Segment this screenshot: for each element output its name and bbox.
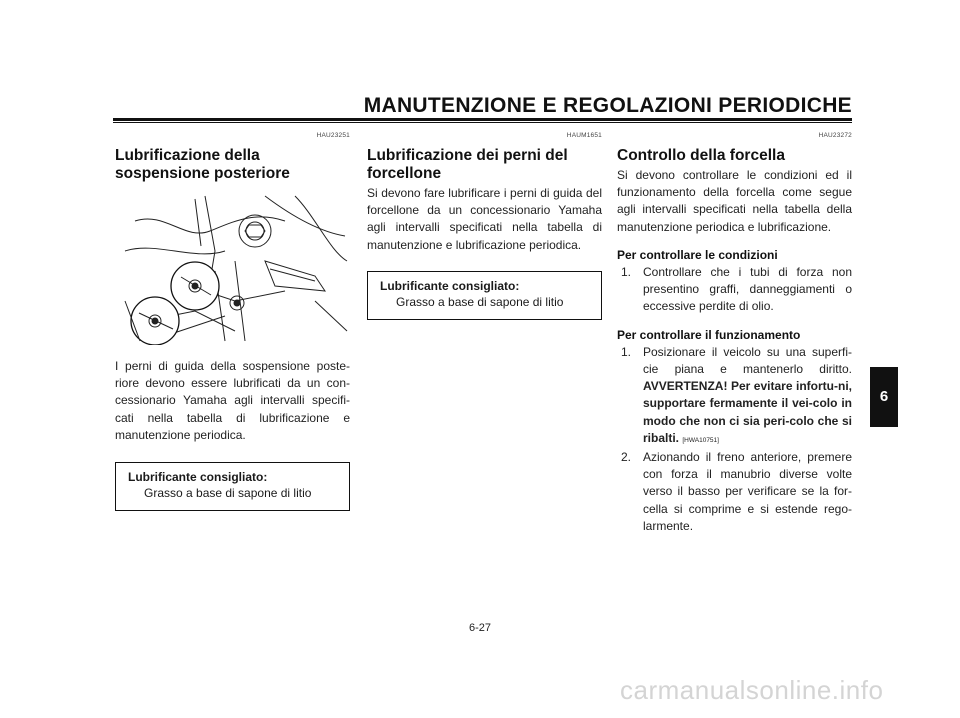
step-number: 1. [621, 265, 632, 280]
page-number: 6-27 [468, 622, 492, 634]
list-item [621, 344, 852, 449]
section-rear-suspension [115, 132, 350, 511]
warning-text: AVVERTENZA! Per evitare infortu-ni, supportare fermamente il vei-colo in modo che non ci sia peri-colo che si ribalti. [643, 379, 852, 445]
step-text: Posizionare il veicolo su una superfi-cie piana e mantenerlo diritto. [643, 344, 852, 377]
section-code: HAUM1651 [566, 132, 602, 139]
section-body: I perni di guida della sospensione poste-riore devono essere lubrificati da un con-cessionario Yamaha agli intervalli specifi-cati nella tabella di lubrificazione e manutenzione periodica. [115, 359, 350, 442]
section-title [367, 147, 602, 183]
section-body: Si devono fare lubrificare i perni di guida del forcellone da un concessionario Yamaha agli intervalli specificati nella tabella di manutenzione e lubrificazione periodica. [367, 186, 602, 252]
lubricant-label: Lubrificante consigliato: [380, 278, 520, 293]
section-title-line2: sospensione posteriore [115, 165, 290, 182]
page-header-title: MANUTENZIONE E REGOLAZIONI PERIODICHE [363, 94, 852, 117]
section-title-line1: Lubrificazione dei perni del [367, 147, 568, 164]
section-code: HAU23272 [818, 132, 852, 139]
section-title: Controllo della forcella [617, 147, 785, 164]
section-title [115, 147, 350, 183]
step-number: 1. [621, 344, 632, 359]
condition-steps [617, 264, 852, 316]
list-item [621, 449, 852, 535]
operation-steps [617, 344, 852, 535]
lubricant-value: Grasso a base di sapone di litio [396, 294, 564, 309]
header-rule [113, 118, 852, 121]
section-title-line1: Lubrificazione della [115, 147, 260, 164]
subheading-condition: Per controllare le condizioni [617, 247, 778, 262]
recommended-lubricant-box [367, 271, 602, 320]
subheading-operation: Per controllare il funzionamento [617, 327, 801, 342]
lubricant-value: Grasso a base di sapone di litio [144, 486, 312, 501]
section-front-fork-check [617, 132, 852, 535]
header-rule-thin [113, 122, 852, 123]
list-item [621, 264, 852, 316]
rear-suspension-illustration [115, 191, 350, 345]
section-swingarm-pivots [367, 132, 602, 320]
chapter-tab: 6 [870, 367, 898, 427]
warning-code: [HWA10751] [682, 436, 719, 444]
step-number: 2. [621, 450, 632, 465]
section-code: HAU23251 [316, 132, 350, 139]
section-intro: Si devono controllare le condizioni ed il funzionamento della forcella come segue agli intervalli specificati nella tabella della manutenzione periodica e lubrificazione. [617, 168, 852, 234]
step-text: Controllare che i tubi di forza non presentino graffi, danneggiamenti o eccessive perdite di olio. [643, 265, 852, 314]
lubricant-label: Lubrificante consigliato: [128, 470, 268, 485]
recommended-lubricant-box [115, 462, 350, 511]
section-title-line2: forcellone [367, 165, 442, 182]
step-text: Azionando il freno anteriore, premere con forza il manubrio diverse volte verso il basso per verificare se la for-cella si comprime e si estende rego-larmente. [643, 450, 852, 533]
watermark: carmanualsonline.info [620, 675, 884, 705]
